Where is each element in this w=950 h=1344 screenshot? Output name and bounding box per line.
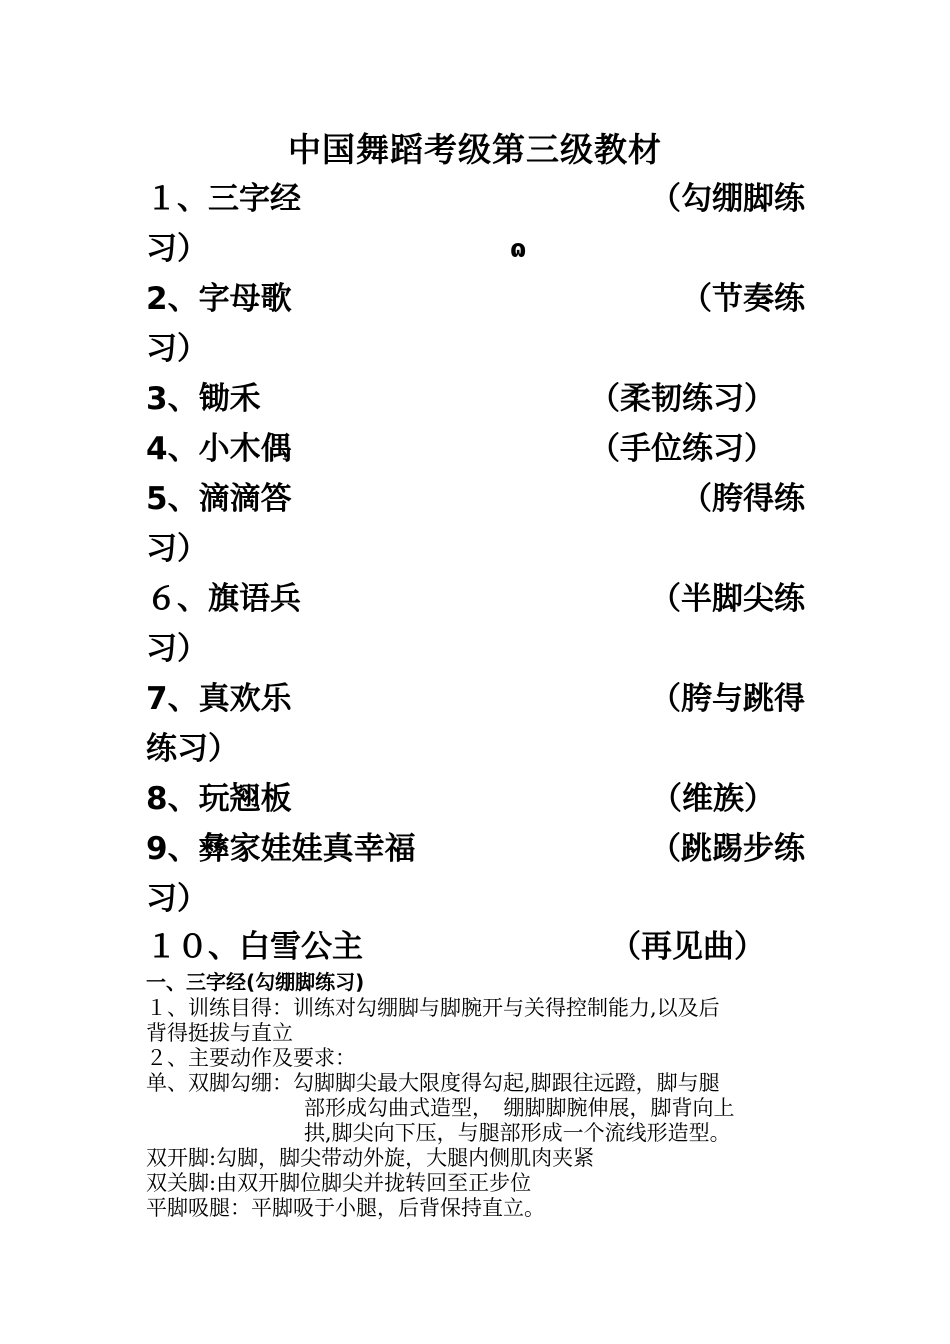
- toc-item-name: 3、锄禾: [146, 381, 261, 417]
- toc-item-category: （柔韧练习）: [589, 381, 775, 417]
- toc-item: [146, 276, 805, 322]
- toc-item: [146, 426, 775, 472]
- toc-item-name: ６、旗语兵: [146, 581, 301, 617]
- body-line: 双开脚:勾脚，脚尖带动外旋，大腿内侧肌肉夹紧: [146, 1146, 595, 1170]
- toc-item-name: １、三字经: [146, 181, 301, 217]
- toc-item: [146, 476, 805, 522]
- toc-item: [146, 924, 765, 970]
- toc-item-continuation: 练习）: [146, 731, 239, 767]
- page-title: 中国舞蹈考级第三级教材: [288, 130, 662, 169]
- toc-item: [146, 576, 805, 622]
- body-line: 拱,脚尖向下压，与腿部形成一个流线形造型。: [304, 1121, 731, 1145]
- toc-item-name: 4、小木偶: [146, 431, 292, 467]
- stray-mark: ɷ: [510, 235, 527, 263]
- toc-item: [146, 676, 805, 722]
- toc-item-name: 7、真欢乐: [146, 681, 292, 717]
- toc-item-name: 2、字母歌: [146, 281, 292, 317]
- toc-item: [146, 776, 775, 822]
- toc-item-category: （跳踢步练: [650, 831, 805, 867]
- section-heading: 一、三字经(勾绷脚练习): [146, 970, 365, 994]
- toc-item-name: 5、滴滴答: [146, 481, 292, 517]
- toc-item-category: （勾绷脚练: [650, 181, 805, 217]
- toc-item-name: １０、白雪公主: [146, 929, 363, 965]
- toc-item-continuation: 习）: [146, 331, 208, 367]
- toc-item-category: （再见曲）: [610, 929, 765, 965]
- toc-item-category: （半脚尖练: [650, 581, 805, 617]
- toc-item-category: （节奏练: [681, 281, 805, 317]
- toc-item-continuation: 习）: [146, 881, 208, 917]
- toc-item-category: （胯得练: [681, 481, 805, 517]
- toc-item-category: （维族）: [651, 781, 775, 817]
- body-line: １、训练目得：训练对勾绷脚与脚腕开与关得控制能力,以及后: [146, 996, 720, 1020]
- toc-item-continuation: 习）: [146, 631, 208, 667]
- body-line: 双关脚:由双开脚位脚尖并拢转回至正步位: [146, 1171, 532, 1195]
- toc-item: [146, 176, 805, 222]
- body-line: 平脚吸腿：平脚吸于小腿，后背保持直立。: [146, 1196, 545, 1220]
- toc-item-continuation: 习）: [146, 231, 208, 267]
- body-line: 部形成勾曲式造型， 绷脚脚腕伸展，脚背向上: [304, 1096, 735, 1120]
- toc-item: [146, 376, 775, 422]
- body-line: ２、主要动作及要求：: [146, 1046, 356, 1070]
- toc-item-continuation: 习）: [146, 531, 208, 567]
- toc-item-category: （手位练习）: [589, 431, 775, 467]
- body-line: 背得挺拔与直立: [146, 1021, 293, 1045]
- toc-item-category: （胯与跳得: [650, 681, 805, 717]
- toc-item-name: 8、玩翘板: [146, 781, 292, 817]
- toc-item: [146, 826, 805, 872]
- toc-item-name: 9、彝家娃娃真幸福: [146, 831, 416, 867]
- body-line: 单、双脚勾绷：勾脚脚尖最大限度得勾起,脚跟往远蹬，脚与腿: [146, 1071, 720, 1095]
